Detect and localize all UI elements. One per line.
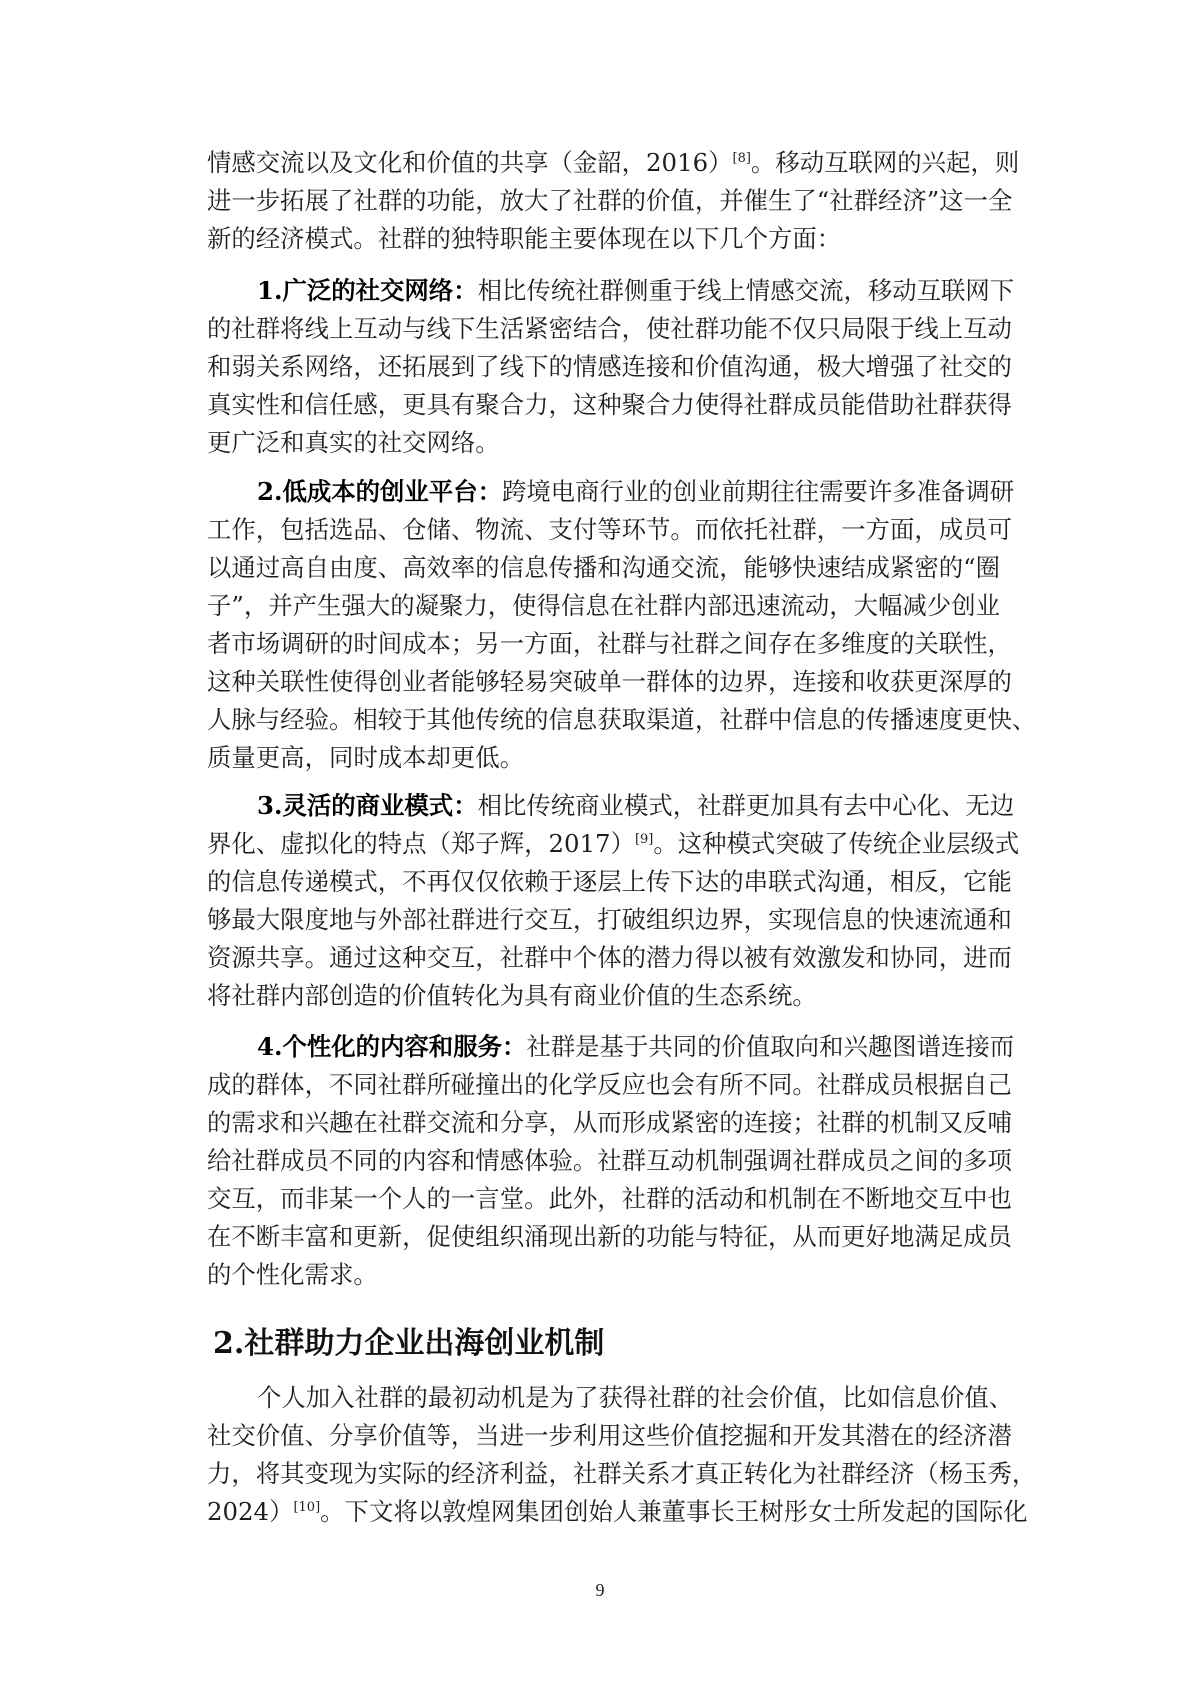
line-text: 交互，而非某一个人的一言堂。此外，社群的活动和机制在不断地交互中也 [207,1184,1012,1213]
line-text: 界化、虚拟化的特点（郑子辉，2017） [207,829,635,858]
line-text: 资源共享。通过这种交互，社群中个体的潜力得以被有效激发和协同，进而 [207,943,1012,972]
line-text: 成的群体，不同社群所碰撞出的化学反应也会有所不同。社群成员根据自己 [207,1070,1012,1099]
text-line [207,1218,1012,1256]
citation-ref: [9] [634,832,654,847]
point-title: 2.低成本的创业平台： [257,477,502,506]
text-line [207,701,1037,739]
text-line [207,348,1012,386]
citation-ref: [10] [293,1500,321,1515]
line-text: 跨境电商行业的创业前期往往需要许多准备调研 [501,477,1015,506]
text-line [207,863,1012,901]
text-line [207,220,997,258]
line-text: 和弱关系网络，还拓展到了线下的情感连接和价值沟通，极大增强了社交的 [207,352,1012,381]
line-text: 的个性化需求。 [207,1260,378,1289]
line-text: 相比传统社群侧重于线上情感交流，移动互联网下 [477,276,1015,305]
text-line [207,424,997,462]
line-text: 子”，并产生强大的凝聚力，使得信息在社群内部迅速流动，大幅减少创业 [207,591,1000,620]
text-line [207,1028,1015,1066]
text-line [207,1455,1037,1493]
text-line [207,144,1020,182]
text-line [207,511,1012,549]
point-title: 1.广泛的社交网络： [257,276,478,305]
text-line [207,939,1012,977]
line-text: 工作，包括选品、仓储、物流、支付等环节。而依托社群，一方面，成员可 [207,515,1012,544]
text-line [207,1180,1012,1218]
line-text: 的需求和兴趣在社群交流和分享，从而形成紧密的连接；社群的机制又反哺 [207,1108,1012,1137]
line-text: 力，将其变现为实际的经济利益，社群关系才真正转化为社群经济（杨玉秀， [207,1459,1037,1488]
citation-ref: [8] [732,151,751,166]
line-text: 。下文将以敦煌网集团创始人兼董事长王树彤女士所发起的国际化 [320,1497,1028,1526]
text-line [207,473,1015,511]
text-line [207,901,1012,939]
text-line [207,1256,997,1294]
line-text: 给社群成员不同的内容和情感体验。社群互动机制强调社群成员之间的多项 [207,1146,1012,1175]
line-text: 质量更高，同时成本却更低。 [207,743,525,772]
text-line [207,587,1000,625]
section-heading: 2.社群助力企业出海创业机制 [213,1326,605,1361]
line-text: 这种关联性使得创业者能够轻易突破单一群体的边界，连接和收获更深厚的 [207,667,1012,696]
text-line [207,386,1012,424]
line-text: 个人加入社群的最初动机是为了获得社群的社会价值，比如信息价值、 [257,1383,1014,1412]
line-text: 在不断丰富和更新，促使组织涌现出新的功能与特征，从而更好地满足成员 [207,1222,1012,1251]
text-line [207,787,1015,825]
text-line [207,1379,1014,1417]
text-line [207,549,1000,587]
line-text: 够最大限度地与外部社群进行交互，打破组织边界，实现信息的快速流通和 [207,905,1012,934]
paragraph-intro [207,144,1020,258]
text-line [207,977,997,1015]
page-number: 9 [595,1580,605,1600]
line-text: 的社群将线上互动与线下生活紧密结合，使社群功能不仅只局限于线上互动 [207,314,1012,343]
text-line [207,1417,1012,1455]
text-line [207,310,1012,348]
line-text: 。这种模式突破了传统企业层级式 [653,829,1020,858]
line-text: 真实性和信任感，更具有聚合力，这种聚合力使得社群成员能借助社群获得 [207,390,1012,419]
line-text: 以通过高自由度、高效率的信息传播和沟通交流，能够快速结成紧密的“圈 [207,553,1000,582]
text-line [207,1104,1012,1142]
text-line [207,825,1020,863]
line-text: 人脉与经验。相较于其他传统的信息获取渠道，社群中信息的传播速度更快、 [207,705,1037,734]
point-title: 3.灵活的商业模式： [257,791,478,820]
line-text: 情感交流以及文化和价值的共享（金韶，2016） [207,148,733,177]
line-text: 的信息传递模式，不再仅仅依赖于逐层上传下达的串联式沟通，相反，它能 [207,867,1012,896]
paragraph-point-2 [207,473,1037,777]
text-line [207,1493,1028,1531]
line-text: 相比传统商业模式，社群更加具有去中心化、无边 [477,791,1015,820]
line-text: 。移动互联网的兴起，则 [750,148,1020,177]
line-text: 社交价值、分享价值等，当进一步利用这些价值挖掘和开发其潜在的经济潜 [207,1421,1012,1450]
text-line [207,1066,1012,1104]
text-line [207,739,997,777]
line-text: 更广泛和真实的社交网络。 [207,428,500,457]
text-line [207,625,1012,663]
paragraph-point-1 [207,272,1015,462]
line-text: 2024） [207,1497,294,1526]
text-line [207,272,1015,310]
line-text: 新的经济模式。社群的独特职能主要体现在以下几个方面： [207,224,842,253]
line-text: 进一步拓展了社群的功能，放大了社群的价值，并催生了“社群经济”这一全 [207,186,1013,215]
text-line [207,663,1012,701]
text-line [207,1142,1012,1180]
paragraph-point-4 [207,1028,1015,1294]
line-text: 将社群内部创造的价值转化为具有商业价值的生态系统。 [207,981,817,1010]
line-text: 者市场调研的时间成本；另一方面，社群与社群之间存在多维度的关联性， [207,629,1012,658]
paragraph-section-2 [207,1379,1037,1531]
text-line [207,182,1013,220]
point-title: 4.个性化的内容和服务： [257,1032,527,1061]
line-text: 社群是基于共同的价值取向和兴趣图谱连接而 [526,1032,1015,1061]
paragraph-point-3 [207,787,1020,1015]
